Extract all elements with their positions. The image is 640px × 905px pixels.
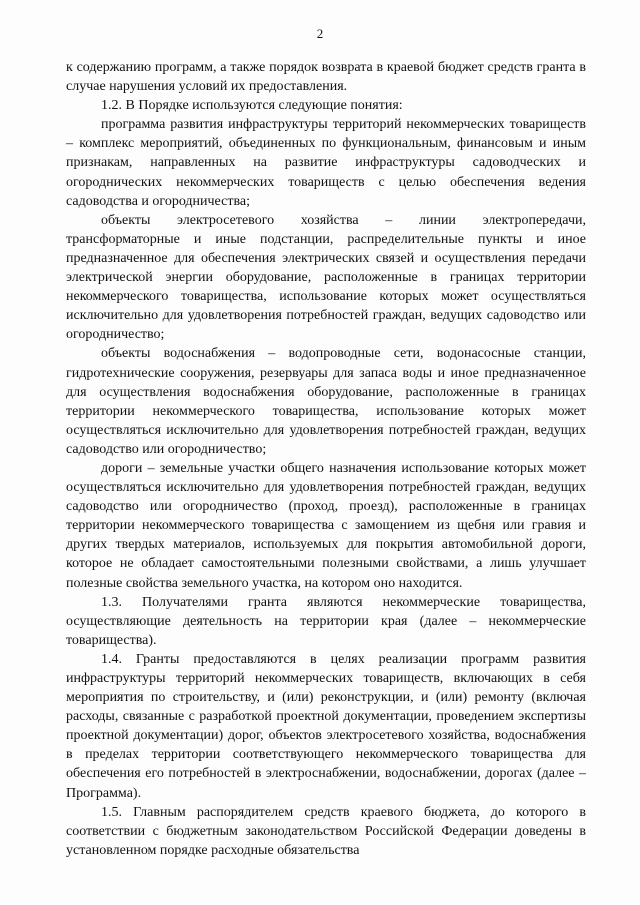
paragraph: 1.3. Получателями гранта являются некоммерческие товарищества, осуществляющие деятельность на территории края (далее – некоммерческие товарищества). [66,594,586,648]
paragraph: 1.4. Гранты предоставляются в целях реализации программ развития инфраструктуры территорий некоммерческих товариществ, включающих в себя мероприятия по строительству, и (или) реконструкции, и (или) ремонту (включая расходы, связанные с разработкой проектной документации, проведением экспертизы проектной документации) дорог, объектов электросетевого хозяйства, водоснабжения в пределах территории соответствующего некоммерческого товарищества для обеспечения его потребностей в электроснабжении, водоснабжении, дорогах (далее – Программа). [66,651,586,801]
paragraph: объекты электросетевого хозяйства – линии электропередачи, трансформаторные и иные подстанции, распределительные пункты и иное предназначенное для обеспечения электрических связей и осуществления передачи электрической энергии оборудование, расположенные в границах территории некоммерческого товарищества, использование которых может осуществляться исключительно для удовлетворения потребностей граждан, ведущих садоводство или огородничество; [66,212,586,343]
paragraph: объекты водоснабжения – водопроводные сети, водонасосные станции, гидротехнические сооружения, резервуары для запаса воды и иное предназначенное для осуществления водоснабжения оборудование, расположенные в границах территории некоммерческого товарищества, использование которых может осуществляться исключительно для удовлетворения потребностей граждан, ведущих садоводство или огородничество; [66,346,586,457]
page-number: 2 [316,26,324,41]
paragraph: 1.5. Главным распорядителем средств краевого бюджета, до которого в соответствии с бюджетным законодательством Российской Федерации доведены в установленном порядке расходные обязательства [66,804,586,858]
document-body [66,58,586,860]
paragraph: 1.2. В Порядке используются следующие понятия: [101,98,403,114]
paragraph: к содержанию программ, а также порядок возврата в краевой бюджет средств гранта в случае нарушения условий их предоставления. [66,60,586,95]
paragraph: программа развития инфраструктуры территорий некоммерческих товариществ – комплекс мероприятий, объединенных по функциональным, финансовым и иным признакам, направленных на развитие инфраструктуры садоводческих и огороднических некоммерческих товариществ с целью обеспечения ведения садоводства и огородничества; [66,117,586,209]
paragraph: дороги – земельные участки общего назначения использование которых может осуществляться исключительно для удовлетворения потребностей граждан, ведущих садоводство или огородничество (проход, проезд), расположенные в границах территории некоммерческого товарищества с замощением из щебня или гравия и других твердых материалов, используемых для покрытия автомобильной дороги, которое не обладает самостоятельными полезными свойствами, а лишь улучшает полезные свойства земельного участка, на котором оно находится. [66,460,586,591]
